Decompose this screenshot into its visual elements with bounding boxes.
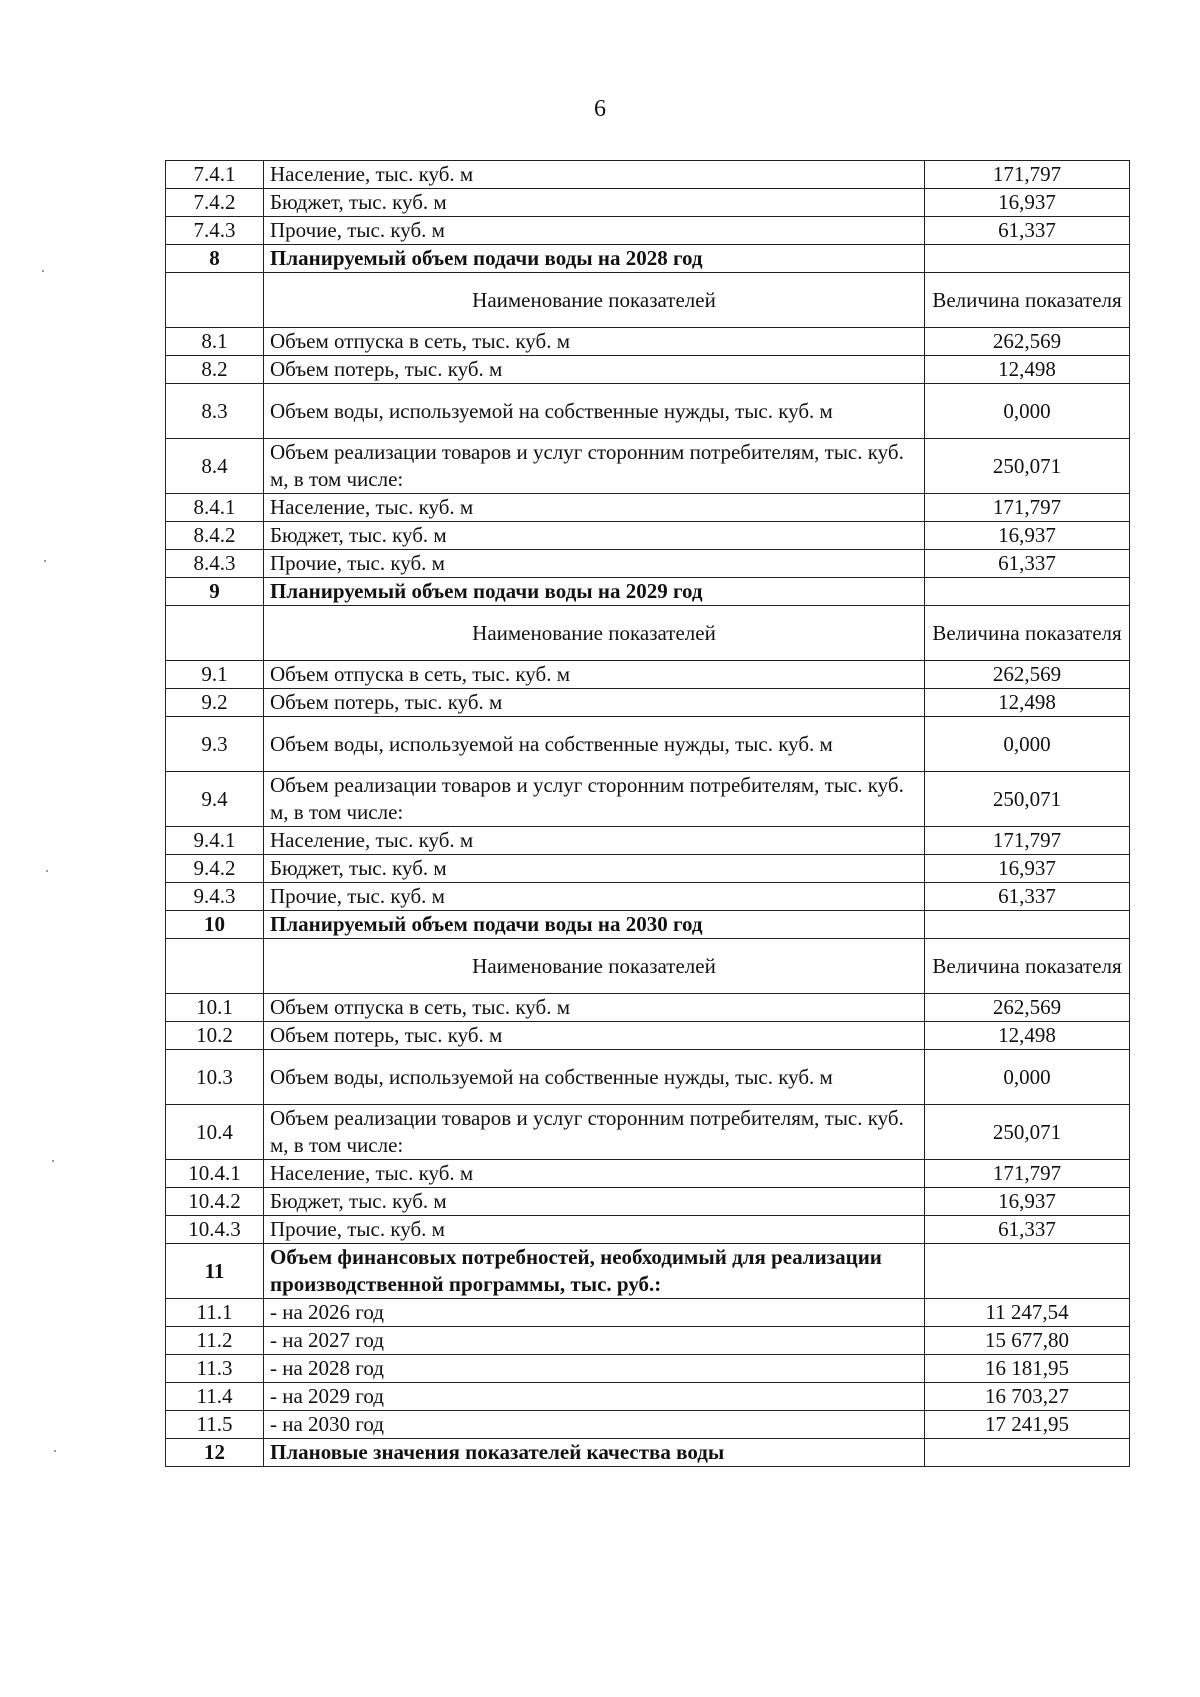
row-number: 8 [166,245,264,273]
table-row [166,273,1130,328]
table-row [166,494,1130,522]
indicator-name: Объем потерь, тыс. куб. м [264,689,925,717]
indicator-value: 17 241,95 [925,1411,1130,1439]
table-row [166,245,1130,273]
scan-mark [52,1160,54,1162]
table-row [166,550,1130,578]
row-number: 9.3 [166,717,264,772]
table-row [166,439,1130,494]
indicator-name: Объем реализации товаров и услуг сторонним потребителям, тыс. куб. м, в том числе: [264,1105,925,1160]
indicator-value: 0,000 [925,1050,1130,1105]
row-number: 10.2 [166,1022,264,1050]
table-row [166,1105,1130,1160]
row-number: 9.1 [166,661,264,689]
table-row [166,1188,1130,1216]
indicator-value: 250,071 [925,439,1130,494]
table-row [166,1411,1130,1439]
row-number: 8.4.3 [166,550,264,578]
row-number: 11.5 [166,1411,264,1439]
row-number: 8.1 [166,328,264,356]
row-number: 8.3 [166,384,264,439]
column-header-value: Величина показателя [925,273,1130,328]
table-row [166,1383,1130,1411]
table-row [166,1299,1130,1327]
indicator-name: Бюджет, тыс. куб. м [264,189,925,217]
indicator-value: 16 703,27 [925,1383,1130,1411]
indicator-value: 16,937 [925,855,1130,883]
indicator-name: Прочие, тыс. куб. м [264,1216,925,1244]
table-row [166,1327,1130,1355]
table-row [166,1160,1130,1188]
indicator-value: 16,937 [925,522,1130,550]
indicator-value: 11 247,54 [925,1299,1130,1327]
indicator-value: 12,498 [925,1022,1130,1050]
row-number: 11.4 [166,1383,264,1411]
column-header-name: Наименование показателей [264,939,925,994]
indicator-name: Объем воды, используемой на собственные нужды, тыс. куб. м [264,717,925,772]
indicator-value: 16,937 [925,1188,1130,1216]
row-number: 10.4.1 [166,1160,264,1188]
indicator-value: 61,337 [925,883,1130,911]
table-row [166,217,1130,245]
row-number: 9 [166,578,264,606]
table-row [166,827,1130,855]
indicator-name: Объем реализации товаров и услуг сторонним потребителям, тыс. куб. м, в том числе: [264,439,925,494]
section-title: Плановые значения показателей качества воды [264,1439,925,1467]
indicator-value: 171,797 [925,827,1130,855]
scan-mark [46,870,48,872]
indicator-value: 0,000 [925,717,1130,772]
indicator-value: 171,797 [925,494,1130,522]
indicator-value: 61,337 [925,1216,1130,1244]
indicator-value: 262,569 [925,994,1130,1022]
table-row [166,939,1130,994]
table-row [166,384,1130,439]
table-row [166,1022,1130,1050]
document-table-container [165,160,1130,1467]
indicator-value [925,1244,1130,1299]
table-row [166,1050,1130,1105]
indicator-name: Население, тыс. куб. м [264,161,925,189]
indicator-value: 262,569 [925,328,1130,356]
indicator-name: Объем реализации товаров и услуг сторонним потребителям, тыс. куб. м, в том числе: [264,772,925,827]
section-title: Планируемый объем подачи воды на 2030 год [264,911,925,939]
indicator-value: 12,498 [925,356,1130,384]
table-row [166,328,1130,356]
indicator-name: - на 2029 год [264,1383,925,1411]
indicator-value: 171,797 [925,1160,1130,1188]
indicator-value: 250,071 [925,772,1130,827]
row-number: 8.4.2 [166,522,264,550]
row-number: 10.1 [166,994,264,1022]
row-number: 11.3 [166,1355,264,1383]
row-number [166,606,264,661]
indicator-value: 16,937 [925,189,1130,217]
indicators-table [165,160,1130,1467]
column-header-value: Величина показателя [925,939,1130,994]
row-number: 10.4.2 [166,1188,264,1216]
row-number: 9.2 [166,689,264,717]
table-row [166,189,1130,217]
page-number: 6 [594,96,606,122]
indicator-name: - на 2027 год [264,1327,925,1355]
indicator-name: Объем отпуска в сеть, тыс. куб. м [264,328,925,356]
indicator-name: Прочие, тыс. куб. м [264,550,925,578]
indicator-value [925,911,1130,939]
indicators-table-body [166,161,1130,1467]
section-title: Планируемый объем подачи воды на 2028 год [264,245,925,273]
table-row [166,717,1130,772]
row-number: 8.4 [166,439,264,494]
indicator-name: Прочие, тыс. куб. м [264,883,925,911]
indicator-value: 16 181,95 [925,1355,1130,1383]
indicator-value: 61,337 [925,550,1130,578]
row-number: 10 [166,911,264,939]
table-row [166,883,1130,911]
indicator-name: Население, тыс. куб. м [264,494,925,522]
indicator-value: 0,000 [925,384,1130,439]
column-header-value: Величина показателя [925,606,1130,661]
indicator-value: 12,498 [925,689,1130,717]
row-number: 9.4.2 [166,855,264,883]
row-number: 8.4.1 [166,494,264,522]
scan-mark [42,270,44,272]
table-row [166,161,1130,189]
table-row [166,1216,1130,1244]
indicator-name: Объем потерь, тыс. куб. м [264,1022,925,1050]
row-number: 9.4.3 [166,883,264,911]
column-header-name: Наименование показателей [264,606,925,661]
section-title: Объем финансовых потребностей, необходимый для реализации производственной программы, тыс. руб.: [264,1244,925,1299]
row-number: 11 [166,1244,264,1299]
row-number: 11.2 [166,1327,264,1355]
indicator-value: 250,071 [925,1105,1130,1160]
row-number: 10.3 [166,1050,264,1105]
table-row [166,522,1130,550]
row-number: 10.4.3 [166,1216,264,1244]
indicator-name: Бюджет, тыс. куб. м [264,522,925,550]
indicator-name: - на 2026 год [264,1299,925,1327]
table-row [166,1439,1130,1467]
table-row [166,578,1130,606]
indicator-name: Объем воды, используемой на собственные нужды, тыс. куб. м [264,1050,925,1105]
table-row [166,689,1130,717]
indicator-value: 262,569 [925,661,1130,689]
row-number: 12 [166,1439,264,1467]
table-row [166,994,1130,1022]
table-row [166,606,1130,661]
table-row [166,1355,1130,1383]
indicator-value [925,578,1130,606]
indicator-value: 15 677,80 [925,1327,1130,1355]
indicator-value [925,1439,1130,1467]
table-row [166,911,1130,939]
row-number: 7.4.3 [166,217,264,245]
row-number: 10.4 [166,1105,264,1160]
section-title: Планируемый объем подачи воды на 2029 год [264,578,925,606]
indicator-name: Объем отпуска в сеть, тыс. куб. м [264,994,925,1022]
row-number [166,273,264,328]
indicator-name: Объем воды, используемой на собственные нужды, тыс. куб. м [264,384,925,439]
indicator-name: - на 2030 год [264,1411,925,1439]
column-header-name: Наименование показателей [264,273,925,328]
table-row [166,1244,1130,1299]
row-number: 7.4.2 [166,189,264,217]
indicator-value [925,245,1130,273]
row-number: 7.4.1 [166,161,264,189]
table-row [166,356,1130,384]
indicator-name: - на 2028 год [264,1355,925,1383]
indicator-name: Население, тыс. куб. м [264,827,925,855]
indicator-value: 171,797 [925,161,1130,189]
scan-mark [44,560,46,562]
scan-mark [54,1450,56,1452]
row-number: 9.4 [166,772,264,827]
table-row [166,661,1130,689]
row-number: 11.1 [166,1299,264,1327]
indicator-name: Население, тыс. куб. м [264,1160,925,1188]
indicator-name: Объем отпуска в сеть, тыс. куб. м [264,661,925,689]
table-row [166,855,1130,883]
indicator-name: Бюджет, тыс. куб. м [264,855,925,883]
row-number: 9.4.1 [166,827,264,855]
indicator-value: 61,337 [925,217,1130,245]
table-row [166,772,1130,827]
indicator-name: Бюджет, тыс. куб. м [264,1188,925,1216]
indicator-name: Прочие, тыс. куб. м [264,217,925,245]
indicator-name: Объем потерь, тыс. куб. м [264,356,925,384]
row-number [166,939,264,994]
row-number: 8.2 [166,356,264,384]
